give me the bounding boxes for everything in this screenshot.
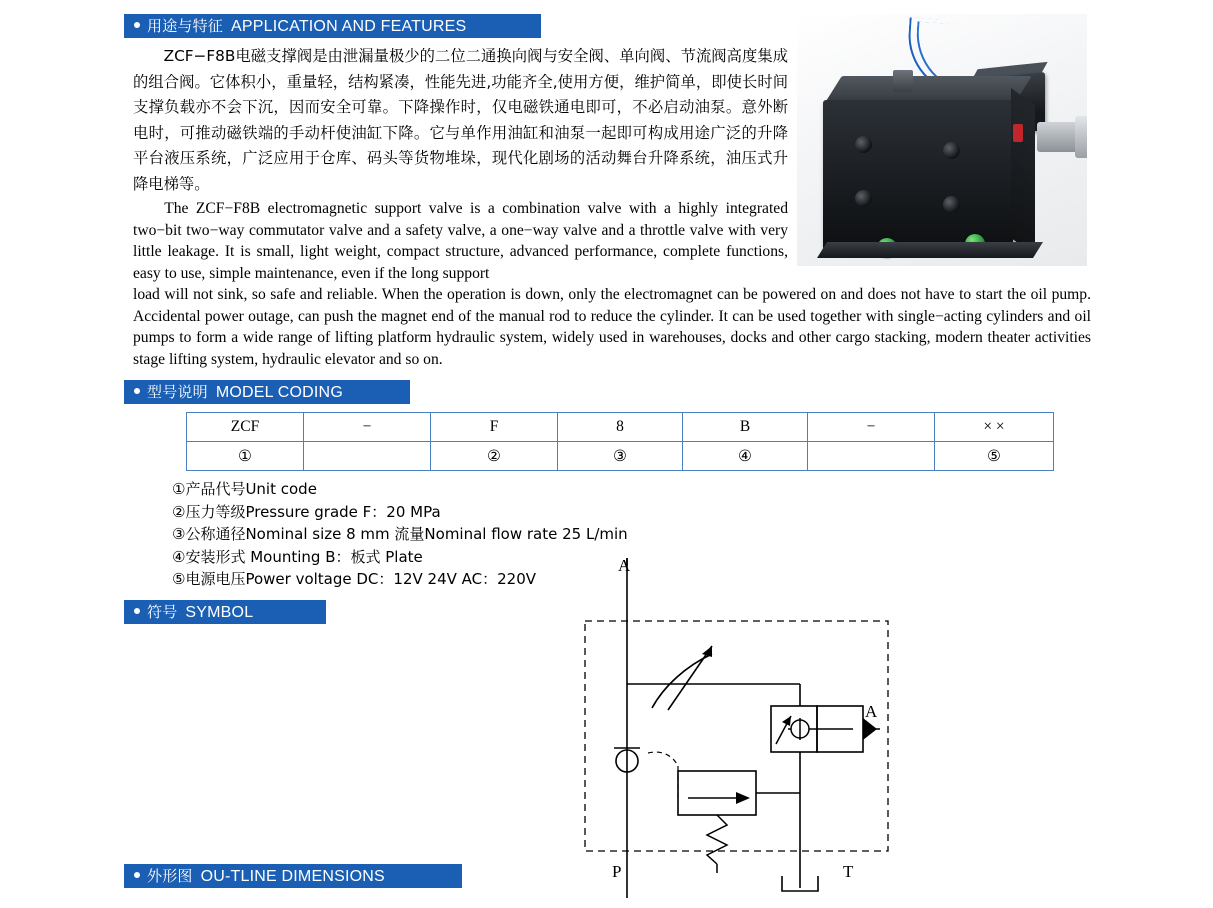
throttle-arc [652,654,712,708]
valve-port-hole-3 [855,190,872,207]
label-port-t: T [843,862,854,881]
model-index-cell: ③ [558,442,683,471]
application-paragraph-chinese: ZCF−F8B电磁支撑阀是由泄漏量极少的二位二通换向阀与安全阀、单向阀、节流阀高度集成的组合阀。它体积小，重量轻，结构紧凑，性能先进,功能齐全,使用方便，维护简单，即使长时间支撑负载亦不会下沉，因而安全可靠。下降操作时，仅电磁铁通电即可，不必启动油泵。意外断电时，可推动磁铁端的手动杆使油缸下降。它与单作用油缸和油泵一起即可构成用途广泛的升降平台液压系统，广泛应用于仓库、码头等货物堆垛，现代化剧场的活动舞台升降系统，油压式升降电梯等。 [133,47,788,193]
section-title-cn: 型号说明 [147,383,208,401]
relief-valve-spring [707,815,727,864]
section-header-outline-dimensions [124,864,462,888]
bullet-dot-icon [134,388,140,394]
bullet-dot-icon [134,22,140,28]
relief-valve-box [678,771,756,815]
label-port-p: P [612,862,622,881]
throttle-arrow-shaft [668,646,712,710]
model-coding-table [186,412,1054,471]
section-title-en: OU-TLINE DIMENSIONS [200,868,385,885]
symbol-svg [560,558,940,903]
valve-enclosure-dashed [585,621,888,851]
relief-valve-arrow [736,792,750,804]
model-code-cell: ZCF [187,413,304,442]
valve-port-hole-1 [855,136,872,153]
section-title-en: MODEL CODING [215,384,343,401]
valve-port-hole-2 [943,142,960,159]
product-photo [797,14,1087,266]
section-title-cn: 外形图 [147,867,193,885]
model-code-cell: B [683,413,808,442]
model-code-cell: − [304,413,431,442]
table-row [187,442,1054,471]
section-title-en: APPLICATION AND FEATURES [231,18,467,35]
section-title-cn: 符号 [147,603,178,621]
throttle-arrow-head [702,646,712,657]
table-row [187,413,1054,442]
model-code-cell: 8 [558,413,683,442]
section-header-symbol [124,600,326,624]
bullet-dot-icon [134,608,140,614]
list-item: ⑤电源电压Power voltage DC：12V 24V AC：220V [172,570,536,589]
section-header-application [124,14,541,38]
application-paragraph-english-top: The ZCF−F8B electromagnetic support valve is a combination valve with a highly integrated two−bit two−way commutator valve and a safety valve, a one−way valve and a throttle valve with very little leakage. It is small, light weight, compact structure, advanced performance, complete functions, easy to use, simple maintenance, even if the long support [133,200,788,282]
valve-body-side [1011,88,1035,255]
valve-body [823,100,1013,250]
valve-port-hole-4 [943,196,960,213]
application-paragraph-english-bottom: load will not sink, so safe and reliable. When the operation is down, only the electromagnet can be powered on and does not have to start the oil pump. Accidental power outage, can push the magnet end of the manual rod to reduce the cylinder. It can be used together with single−acting cylinders and oil pumps to form a wide range of lifting platform hydraulic system, widely used in warehouses, docks and other cargo stacking, modern theater activities stage lifting system, hydraulic elevator and so on. [133,286,1091,368]
list-item: ③公称通径Nominal size 8 mm 流量Nominal flow rate 25 L/min [172,525,628,544]
model-index-cell: ② [431,442,558,471]
section-header-model-coding [124,380,410,404]
model-index-cell: ⑤ [935,442,1054,471]
valve-tube-cap [1075,116,1087,158]
valve-red-marker [1013,124,1023,142]
model-index-cell [808,442,935,471]
section-title-cn: 用途与特征 [147,17,224,35]
model-index-cell: ① [187,442,304,471]
list-item: ④安装形式 Mounting B：板式 Plate [172,547,423,566]
valve-stud [893,70,913,92]
model-code-cell: F [431,413,558,442]
section-title-en: SYMBOL [185,604,254,621]
hydraulic-symbol-diagram [560,558,940,903]
label-port-a-right: A [865,702,878,721]
model-index-cell: ④ [683,442,808,471]
model-index-cell [304,442,431,471]
pilot-line-dashed [648,752,678,766]
label-port-a-top: A [618,556,631,575]
model-code-cell: × × [935,413,1054,442]
list-item: ①产品代号Unit code [172,480,317,498]
model-code-cell: − [808,413,935,442]
bullet-dot-icon [134,872,140,878]
valve-mounting-plate [817,242,1043,258]
list-item: ②压力等级Pressure grade F：20 MPa [172,502,441,521]
